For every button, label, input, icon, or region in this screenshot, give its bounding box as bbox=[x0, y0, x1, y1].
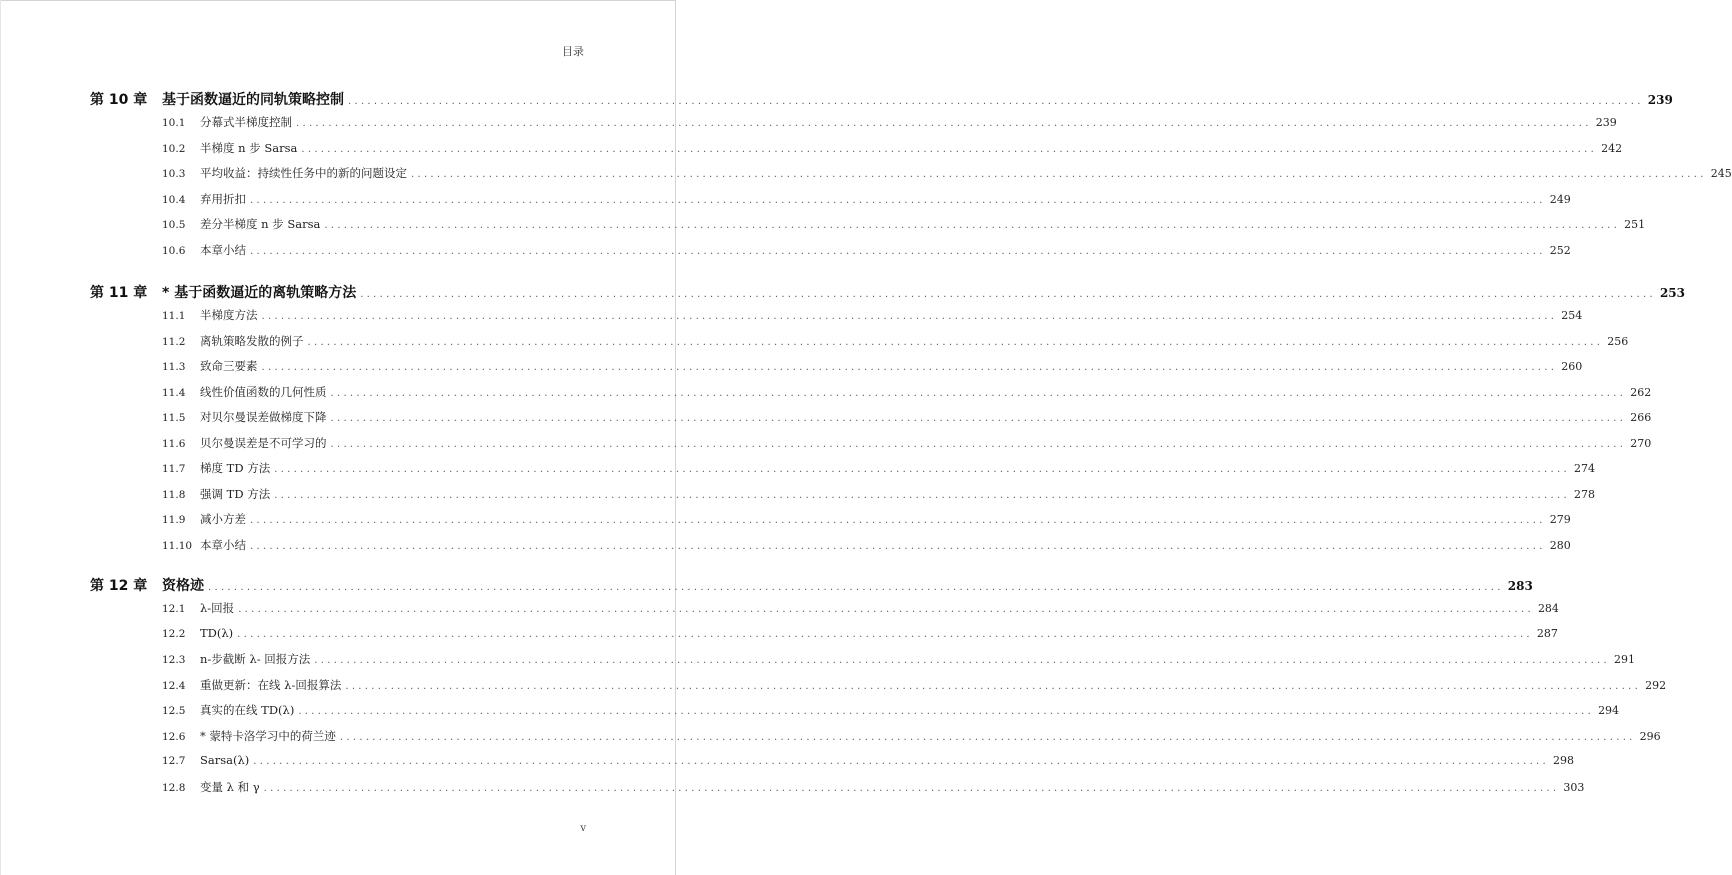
section-entry[interactable] bbox=[162, 702, 1620, 720]
section-title: 半梯度 n 步 Sarsa bbox=[200, 140, 298, 155]
section-page: 249 bbox=[1549, 192, 1571, 206]
section-entry[interactable] bbox=[162, 625, 1558, 644]
section-title: 强调 TD 方法 bbox=[200, 486, 271, 501]
section-page: 291 bbox=[1614, 653, 1636, 666]
section-page: 287 bbox=[1536, 626, 1558, 640]
section-title: λ-回报 bbox=[200, 601, 235, 615]
dot-leader: ........................................................................................................................................................................................................ bbox=[345, 680, 1642, 692]
dot-leader: ........................................................................................................................................................................................................ bbox=[330, 387, 1627, 399]
section-title: Sarsa(λ) bbox=[200, 753, 250, 767]
section-number: 11.2 bbox=[162, 335, 186, 348]
page-edge-top bbox=[0, 0, 676, 1]
section-number: 11.4 bbox=[162, 386, 186, 399]
chapter-entry[interactable] bbox=[90, 89, 1673, 109]
dot-leader: ........................................................................................................................................................................................................ bbox=[250, 194, 1546, 206]
chapter-page: 283 bbox=[1507, 579, 1533, 593]
dot-leader: ........................................................................................................................................................................................................ bbox=[250, 245, 1546, 257]
section-entry[interactable] bbox=[162, 114, 1617, 132]
section-page: 303 bbox=[1563, 780, 1585, 794]
dot-leader: ........................................................................................................................................................................................................ bbox=[238, 604, 1534, 615]
dot-leader: ........................................................................................................................................................................................................ bbox=[274, 489, 1570, 501]
section-number: 12.1 bbox=[162, 603, 186, 615]
dot-leader: ........................................................................................................................................................................................................ bbox=[324, 220, 1621, 231]
chapter-entry[interactable] bbox=[90, 282, 1686, 302]
section-title: 弃用折扣 bbox=[200, 191, 246, 206]
section-title: 线性价值函数的几何性质 bbox=[200, 384, 327, 399]
section-entry[interactable] bbox=[162, 651, 1636, 669]
section-title: 对贝尔曼误差做梯度下降 bbox=[200, 410, 327, 424]
section-number: 12.5 bbox=[162, 705, 186, 717]
section-title: 减小方差 bbox=[200, 512, 246, 526]
section-page: 274 bbox=[1573, 462, 1595, 475]
section-entry[interactable] bbox=[162, 409, 1652, 427]
section-number: 11.1 bbox=[162, 310, 186, 322]
section-page: 296 bbox=[1639, 729, 1661, 743]
section-number: 10.2 bbox=[162, 142, 186, 155]
section-page: 260 bbox=[1561, 360, 1583, 373]
section-entry[interactable] bbox=[162, 242, 1571, 260]
section-page: 252 bbox=[1549, 243, 1571, 257]
chapter-page: 253 bbox=[1659, 286, 1686, 300]
dot-leader: ........................................................................................................................................................................................................ bbox=[330, 413, 1627, 424]
section-number: 11.6 bbox=[162, 437, 186, 450]
section-entry[interactable] bbox=[162, 753, 1575, 771]
section-number: 12.3 bbox=[162, 654, 186, 666]
dot-leader: ........................................................................................................................................................................................................ bbox=[307, 336, 1604, 348]
section-entry[interactable] bbox=[162, 460, 1595, 478]
section-page: 262 bbox=[1630, 385, 1652, 399]
section-number: 10.5 bbox=[162, 219, 186, 231]
dot-leader: ........................................................................................................................................................................................................ bbox=[253, 756, 1550, 767]
section-entry[interactable] bbox=[162, 307, 1583, 325]
section-title: 差分半梯度 n 步 Sarsa bbox=[200, 217, 321, 231]
section-number: 12.2 bbox=[162, 627, 186, 640]
chapter-title: 基于函数逼近的同轨策略控制 bbox=[162, 92, 344, 108]
page-edge-left bbox=[0, 0, 1, 875]
chapter-number: 第 11 章 bbox=[90, 285, 148, 301]
section-title: 重做更新：在线 λ-回报算法 bbox=[200, 677, 342, 692]
section-number: 11.9 bbox=[162, 514, 186, 526]
section-title: 梯度 TD 方法 bbox=[200, 461, 271, 475]
dot-leader: ........................................................................................................................................................................................................ bbox=[296, 118, 1592, 129]
section-entry[interactable] bbox=[162, 728, 1661, 746]
section-entry[interactable] bbox=[162, 384, 1652, 402]
dot-leader: ........................................................................................................................................................................................................ bbox=[261, 362, 1558, 373]
chapter-title: * 基于函数逼近的离轨策略方法 bbox=[162, 285, 357, 301]
section-page: 284 bbox=[1537, 602, 1559, 615]
section-title: 变量 λ 和 γ bbox=[200, 779, 260, 794]
section-title: * 蒙特卡洛学习中的荷兰迹 bbox=[200, 728, 336, 743]
section-title: 半梯度方法 bbox=[200, 308, 258, 322]
chapter-entry[interactable] bbox=[90, 575, 1533, 595]
section-page: 256 bbox=[1607, 334, 1629, 348]
section-entry[interactable] bbox=[162, 435, 1652, 453]
chapter-number: 第 10 章 bbox=[90, 92, 148, 108]
dot-leader: ........................................................................................................................................................................................................ bbox=[298, 706, 1595, 717]
section-page: 292 bbox=[1645, 678, 1667, 692]
section-number: 10.3 bbox=[162, 168, 186, 180]
section-page: 254 bbox=[1561, 309, 1583, 322]
section-title: 平均收益：持续性任务中的新的问题设定 bbox=[200, 166, 407, 180]
section-entry[interactable] bbox=[162, 486, 1595, 504]
section-title: 离轨策略发散的例子 bbox=[200, 333, 304, 348]
section-title: 本章小结 bbox=[200, 242, 246, 257]
section-number: 10.6 bbox=[162, 244, 186, 257]
section-number: 12.4 bbox=[162, 679, 186, 692]
section-entry[interactable] bbox=[162, 600, 1559, 618]
page-number: v bbox=[580, 823, 586, 834]
section-entry[interactable] bbox=[162, 511, 1571, 529]
section-entry[interactable] bbox=[162, 216, 1646, 234]
section-page: 242 bbox=[1601, 141, 1623, 155]
section-entry[interactable] bbox=[162, 165, 1732, 183]
section-page: 266 bbox=[1630, 411, 1652, 424]
chapter-number: 第 12 章 bbox=[90, 578, 148, 594]
section-number: 11.3 bbox=[162, 361, 186, 373]
dot-leader: ........................................................................................................................................................................................................ bbox=[250, 515, 1546, 526]
dot-leader: ........................................................................................................................................................................................................ bbox=[263, 782, 1560, 794]
section-entry[interactable] bbox=[162, 677, 1667, 695]
dot-leader: ........................................................................................................................................................................................................ bbox=[314, 655, 1611, 666]
section-page: 294 bbox=[1598, 704, 1620, 717]
dot-leader: ........................................................................................................................................................................................................ bbox=[330, 438, 1627, 450]
section-number: 12.8 bbox=[162, 781, 186, 794]
section-entry[interactable] bbox=[162, 191, 1571, 209]
section-title: 真实的在线 TD(λ) bbox=[200, 703, 295, 717]
dot-leader: ........................................................................................................................................................................................................ bbox=[339, 731, 1636, 743]
section-page: 245 bbox=[1710, 167, 1732, 180]
section-number: 12.6 bbox=[162, 730, 186, 743]
section-number: 10.1 bbox=[162, 117, 186, 129]
dot-leader: ........................................................................................................................................................................................................ bbox=[250, 540, 1546, 552]
section-title: 致命三要素 bbox=[200, 359, 258, 373]
dot-leader: ........................................................................................................................................................................................................ bbox=[411, 169, 1707, 180]
dot-leader: ........................................................................................................................................................................................................ bbox=[301, 143, 1598, 155]
dot-leader: ........................................................................................................................................................................................................ bbox=[274, 464, 1570, 475]
section-title: 分幕式半梯度控制 bbox=[200, 115, 292, 129]
dot-leader: ........................................................................................................................................................................................................ bbox=[237, 628, 1533, 640]
section-title: 本章小结 bbox=[200, 537, 246, 552]
section-entry[interactable] bbox=[162, 779, 1585, 797]
section-number: 11.10 bbox=[162, 539, 193, 552]
section-page: 279 bbox=[1549, 513, 1571, 526]
section-entry[interactable] bbox=[162, 140, 1623, 158]
chapter-title: 资格迹 bbox=[162, 578, 204, 594]
section-page: 251 bbox=[1624, 218, 1646, 231]
page-edge-right bbox=[675, 0, 676, 875]
section-number: 11.5 bbox=[162, 412, 186, 424]
chapter-page: 239 bbox=[1647, 93, 1673, 107]
section-entry[interactable] bbox=[162, 537, 1571, 555]
section-entry[interactable] bbox=[162, 333, 1629, 351]
dot-leader: ........................................................................................................................................................................................................ bbox=[261, 311, 1558, 322]
running-head: 目录 bbox=[562, 45, 584, 58]
section-number: 11.8 bbox=[162, 488, 186, 501]
section-title: n-步截断 λ- 回报方法 bbox=[200, 652, 311, 666]
section-page: 270 bbox=[1630, 436, 1652, 450]
section-page: 280 bbox=[1549, 538, 1571, 552]
dot-leader: ........................................................................................................................................................................................................ bbox=[208, 582, 1504, 593]
section-number: 12.7 bbox=[162, 755, 186, 767]
section-title: 贝尔曼误差是不可学习的 bbox=[200, 435, 327, 450]
section-entry[interactable] bbox=[162, 358, 1583, 376]
section-page: 278 bbox=[1573, 487, 1595, 501]
section-title: TD(λ) bbox=[200, 625, 234, 640]
section-number: 10.4 bbox=[162, 193, 186, 206]
section-page: 239 bbox=[1595, 116, 1617, 129]
section-page: 298 bbox=[1553, 754, 1575, 767]
dot-leader: ........................................................................................................................................................................................................ bbox=[348, 96, 1644, 107]
dot-leader: ........................................................................................................................................................................................................ bbox=[360, 289, 1656, 300]
section-number: 11.7 bbox=[162, 463, 186, 475]
